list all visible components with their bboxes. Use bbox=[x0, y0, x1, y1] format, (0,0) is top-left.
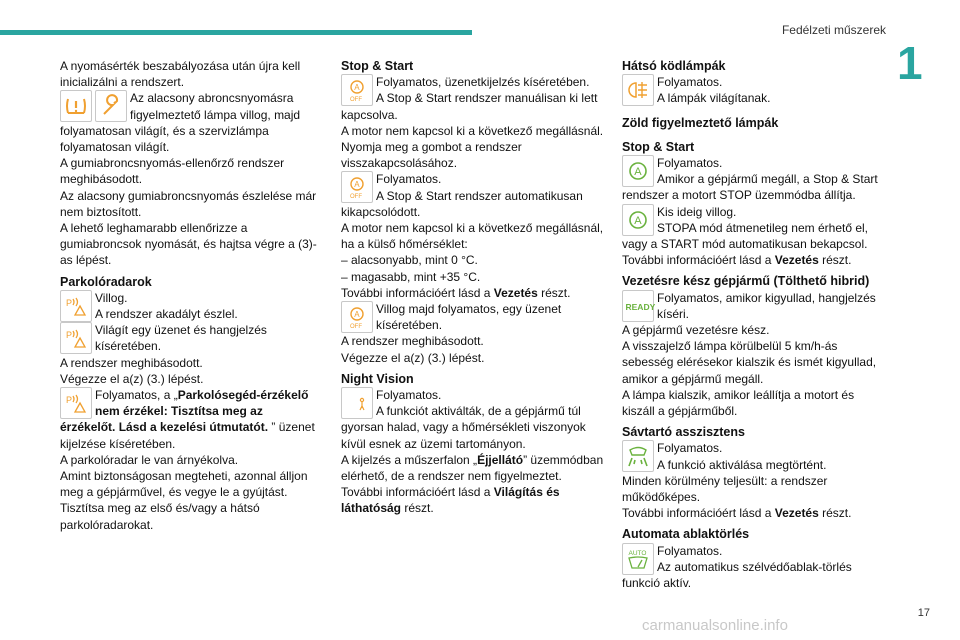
svg-text:P: P bbox=[66, 330, 73, 341]
paragraph: További információért lásd a bbox=[622, 253, 775, 268]
lane-row-text: Folyamatos. bbox=[657, 441, 723, 456]
night-vision-icon bbox=[341, 387, 373, 419]
ss-row-text: kíséretében. bbox=[376, 318, 443, 333]
paragraph: folyamatosan világít, és a szervizlámpa folyamatosan világít. bbox=[60, 123, 269, 155]
svg-text:A: A bbox=[354, 310, 360, 320]
park-row-text: ” üzenet bbox=[268, 420, 315, 435]
paragraph: vagy a START mód automatikusan bekapcsol. bbox=[622, 237, 868, 252]
paragraph: Nyomja meg a gombot a rendszer visszakapcsolásához. bbox=[341, 140, 522, 171]
column-1 bbox=[60, 58, 326, 533]
nv-row-text: A funkciót aktiválták, de a gépjármű túl bbox=[376, 404, 581, 419]
fog-row-text: A lámpák világítanak. bbox=[657, 91, 771, 106]
column-3 bbox=[622, 58, 890, 591]
parking-sensor-icon bbox=[60, 322, 92, 354]
stop-start-off-icon bbox=[341, 301, 373, 333]
paragraph: A rendszer meghibásodott. bbox=[341, 334, 484, 349]
paragraph: A gépjármű vezetésre kész. bbox=[622, 323, 770, 338]
paragraph: A lehető leghamarabb ellenőrizze a gumiabroncsok nyomását, és hajtsa végre a (3)-as lépést. bbox=[60, 221, 317, 268]
paragraph: További információért lásd a bbox=[341, 485, 494, 500]
paragraph: rendszer a motort STOP üzemmódba állítja. bbox=[622, 188, 856, 203]
ss-row-2 bbox=[341, 171, 607, 203]
svg-text:OFF: OFF bbox=[350, 324, 362, 331]
ss-row-text: STOPA mód átmenetileg nem érhető el, bbox=[657, 220, 869, 235]
stop-start-off-icon bbox=[341, 171, 373, 203]
park-row-text: Villog. bbox=[95, 290, 128, 305]
wipe-row bbox=[622, 543, 890, 575]
paragraph: A motor nem kapcsol ki a következő megállásnál, ha a külső hőmérséklet: bbox=[341, 221, 604, 252]
wipe-row-text: Az automatikus szélvédőablak-törlés bbox=[657, 559, 852, 574]
park-row-2 bbox=[60, 322, 326, 354]
fog-row-text: Folyamatos. bbox=[657, 75, 723, 90]
ss-row-text: A Stop & Start rendszer manuálisan ki lett bbox=[376, 91, 598, 106]
svg-text:A: A bbox=[634, 166, 642, 179]
paragraph: funkció aktív. bbox=[622, 576, 692, 591]
wipe-row-text: Folyamatos. bbox=[657, 543, 723, 558]
svg-text:A: A bbox=[634, 214, 642, 227]
ss-row-1 bbox=[341, 74, 607, 106]
rear-fog-lamp-icon bbox=[622, 74, 654, 106]
paragraph: A parkolóradar le van árnyékolva. bbox=[60, 452, 239, 467]
list-item: – magasabb, mint +35 °C. bbox=[341, 269, 481, 284]
ss-row-3 bbox=[341, 301, 607, 333]
paragraph: A lámpa kialszik, amikor leállítja a motort és kiszáll a gépjárműből. bbox=[622, 387, 855, 419]
paragraph: A visszajelző lámpa körülbelül 5 km/h-ás sebesség elérésekor kialszik és ismét kigyullad, amikor a gépjármű megáll. bbox=[622, 339, 877, 386]
park-row-bold: Parkolósegéd-érzékelő bbox=[177, 388, 309, 403]
lane-assist-icon bbox=[622, 440, 654, 472]
stop-start-green-icon bbox=[622, 204, 654, 236]
svg-text:READY: READY bbox=[625, 301, 656, 312]
auto-wiper-icon bbox=[622, 543, 654, 575]
park-row-1 bbox=[60, 290, 326, 322]
ready-row bbox=[622, 290, 890, 322]
svg-text:A: A bbox=[354, 180, 360, 190]
paragraph: Az alacsony gumiabroncsnyomás észlelése már nem biztosított. bbox=[60, 188, 317, 219]
paragraph: kapcsolva. bbox=[341, 107, 398, 122]
tyre-row-line2: figyelmeztető lámpa villog, majd bbox=[130, 107, 301, 122]
ready-row-text: kíséri. bbox=[657, 306, 690, 321]
paragraph: További információért lásd a bbox=[341, 285, 494, 300]
park-row-text: A rendszer akadályt észlel. bbox=[95, 307, 238, 322]
chapter-number: 1 bbox=[897, 37, 923, 89]
ss-row-text: Folyamatos. bbox=[657, 156, 723, 171]
paragraph: A motor nem kapcsol ki a következő megállásnál. bbox=[341, 123, 604, 138]
stop-start-off-icon bbox=[341, 74, 373, 106]
stop-start-green-icon bbox=[622, 155, 654, 187]
park-row-3 bbox=[60, 387, 326, 419]
svg-text:OFF: OFF bbox=[350, 194, 362, 201]
svg-text:OFF: OFF bbox=[350, 97, 362, 104]
section-heading-ready: Vezetésre kész gépjármű (Tölthető hibrid) bbox=[622, 274, 870, 289]
ss-row-text: Folyamatos. bbox=[376, 172, 442, 187]
parking-sensor-icon bbox=[60, 387, 92, 419]
list-item: – alacsonyabb, mint 0 °C. bbox=[341, 253, 478, 268]
header-title: Fedélzeti műszerek bbox=[781, 23, 886, 37]
park-row-bold: nem érzékel: Tisztítsa meg az bbox=[95, 404, 263, 419]
section-heading-green-lamps: Zöld figyelmeztető lámpák bbox=[622, 115, 779, 130]
service-wrench-icon bbox=[95, 90, 127, 122]
paragraph: Végezze el a(z) (3.) lépést. bbox=[60, 371, 204, 386]
nv-row bbox=[341, 387, 607, 419]
paragraph: részt. bbox=[401, 501, 434, 516]
paragraph: gyorsan halad, vagy a hőmérsékleti viszonyok kívül esnek az üzemi tartományon. bbox=[341, 420, 586, 451]
park-row-text: Folyamatos, a „ bbox=[95, 388, 178, 403]
tyre-warning-row bbox=[60, 90, 326, 122]
section-heading-lane-assist: Sávtartó asszisztens bbox=[622, 425, 745, 440]
paragraph: A rendszer meghibásodott. bbox=[60, 355, 203, 370]
reference-link: Világítás és láthatóság bbox=[341, 485, 560, 516]
ready-row-text: Folyamatos, amikor kigyullad, hangjelzés bbox=[657, 290, 876, 305]
paragraph: kikapcsolódott. bbox=[341, 204, 421, 219]
section-heading-stop-start: Stop & Start bbox=[622, 139, 695, 154]
parking-sensor-icon bbox=[60, 290, 92, 322]
paragraph: További információért lásd a bbox=[622, 506, 775, 521]
section-heading-night-vision: Night Vision bbox=[341, 371, 414, 386]
fog-row bbox=[622, 74, 890, 106]
ss-row-text: A Stop & Start rendszer automatikusan bbox=[376, 188, 583, 203]
ss-row-text: Villog majd folyamatos, egy üzenet bbox=[376, 302, 562, 317]
column-2 bbox=[341, 58, 607, 517]
svg-text:P: P bbox=[66, 297, 73, 308]
nv-row-text: Folyamatos. bbox=[376, 388, 442, 403]
reference-link: Vezetés bbox=[774, 506, 819, 521]
header-accent-bar bbox=[0, 30, 472, 35]
reference-link: Vezetés bbox=[493, 285, 538, 300]
section-heading-auto-wipe: Automata ablaktörlés bbox=[622, 527, 750, 542]
paragraph: Végezze el a(z) (3.) lépést. bbox=[341, 350, 485, 365]
ready-icon bbox=[622, 290, 654, 322]
lane-row bbox=[622, 440, 890, 472]
paragraph: ” üzemmódban elérhető, de a rendszer nem figyelmeztet. bbox=[341, 452, 604, 484]
svg-text:AUTO: AUTO bbox=[628, 549, 647, 557]
svg-text:P: P bbox=[66, 395, 73, 406]
tyre-row-line1: Az alacsony abroncsnyomásra bbox=[130, 91, 294, 106]
paragraph: A nyomásérték beszabályozása után újra kell inicializálni a rendszert. bbox=[60, 59, 301, 90]
ss-row-text: Kis ideig villog. bbox=[657, 204, 737, 219]
paragraph: kijelzése kíséretében. bbox=[60, 436, 176, 451]
lane-row-text: A funkció aktiválása megtörtént. bbox=[657, 457, 827, 472]
ss-row-text: Amikor a gépjármű megáll, a Stop & Start bbox=[657, 172, 878, 187]
park-row-bold: érzékelőt. Lásd a kezelési útmutatót. bbox=[60, 420, 269, 435]
paragraph: részt. bbox=[537, 285, 571, 300]
paragraph: A gumiabroncsnyomás-ellenőrző rendszer meghibásodott. bbox=[60, 156, 285, 187]
paragraph: Tisztítsa meg az első és/vagy a hátsó parkolóradarokat. bbox=[60, 501, 260, 532]
park-row-text: Világít egy üzenet és hangjelzés bbox=[95, 323, 267, 338]
ss-green-row-1 bbox=[622, 155, 890, 187]
paragraph: A kijelzés a műszerfalon „ bbox=[341, 452, 478, 467]
svg-text:A: A bbox=[354, 83, 360, 93]
watermark: carmanualsonline.info bbox=[642, 617, 788, 634]
page-number: 17 bbox=[917, 607, 930, 619]
section-heading-stop-start: Stop & Start bbox=[341, 59, 414, 73]
ss-row-text: Folyamatos, üzenetkijelzés kíséretében. bbox=[376, 75, 590, 90]
paragraph: részt. bbox=[818, 253, 852, 268]
reference-link: Vezetés bbox=[774, 253, 819, 268]
paragraph: részt. bbox=[818, 506, 852, 521]
mode-name: Éjjellátó bbox=[477, 452, 524, 467]
park-row-text: kíséretében. bbox=[95, 339, 162, 354]
tyre-pressure-icon bbox=[60, 90, 92, 122]
paragraph: Minden körülmény teljesült: a rendszer működőképes. bbox=[622, 473, 828, 505]
paragraph: Amint biztonságosan megteheti, azonnal álljon meg a gépjárművel, és vegye le a gyújtást. bbox=[60, 469, 308, 500]
section-heading-parking: Parkolóradarok bbox=[60, 274, 152, 289]
section-heading-rear-fog: Hátsó ködlámpák bbox=[622, 59, 726, 73]
ss-green-row-2 bbox=[622, 204, 890, 236]
